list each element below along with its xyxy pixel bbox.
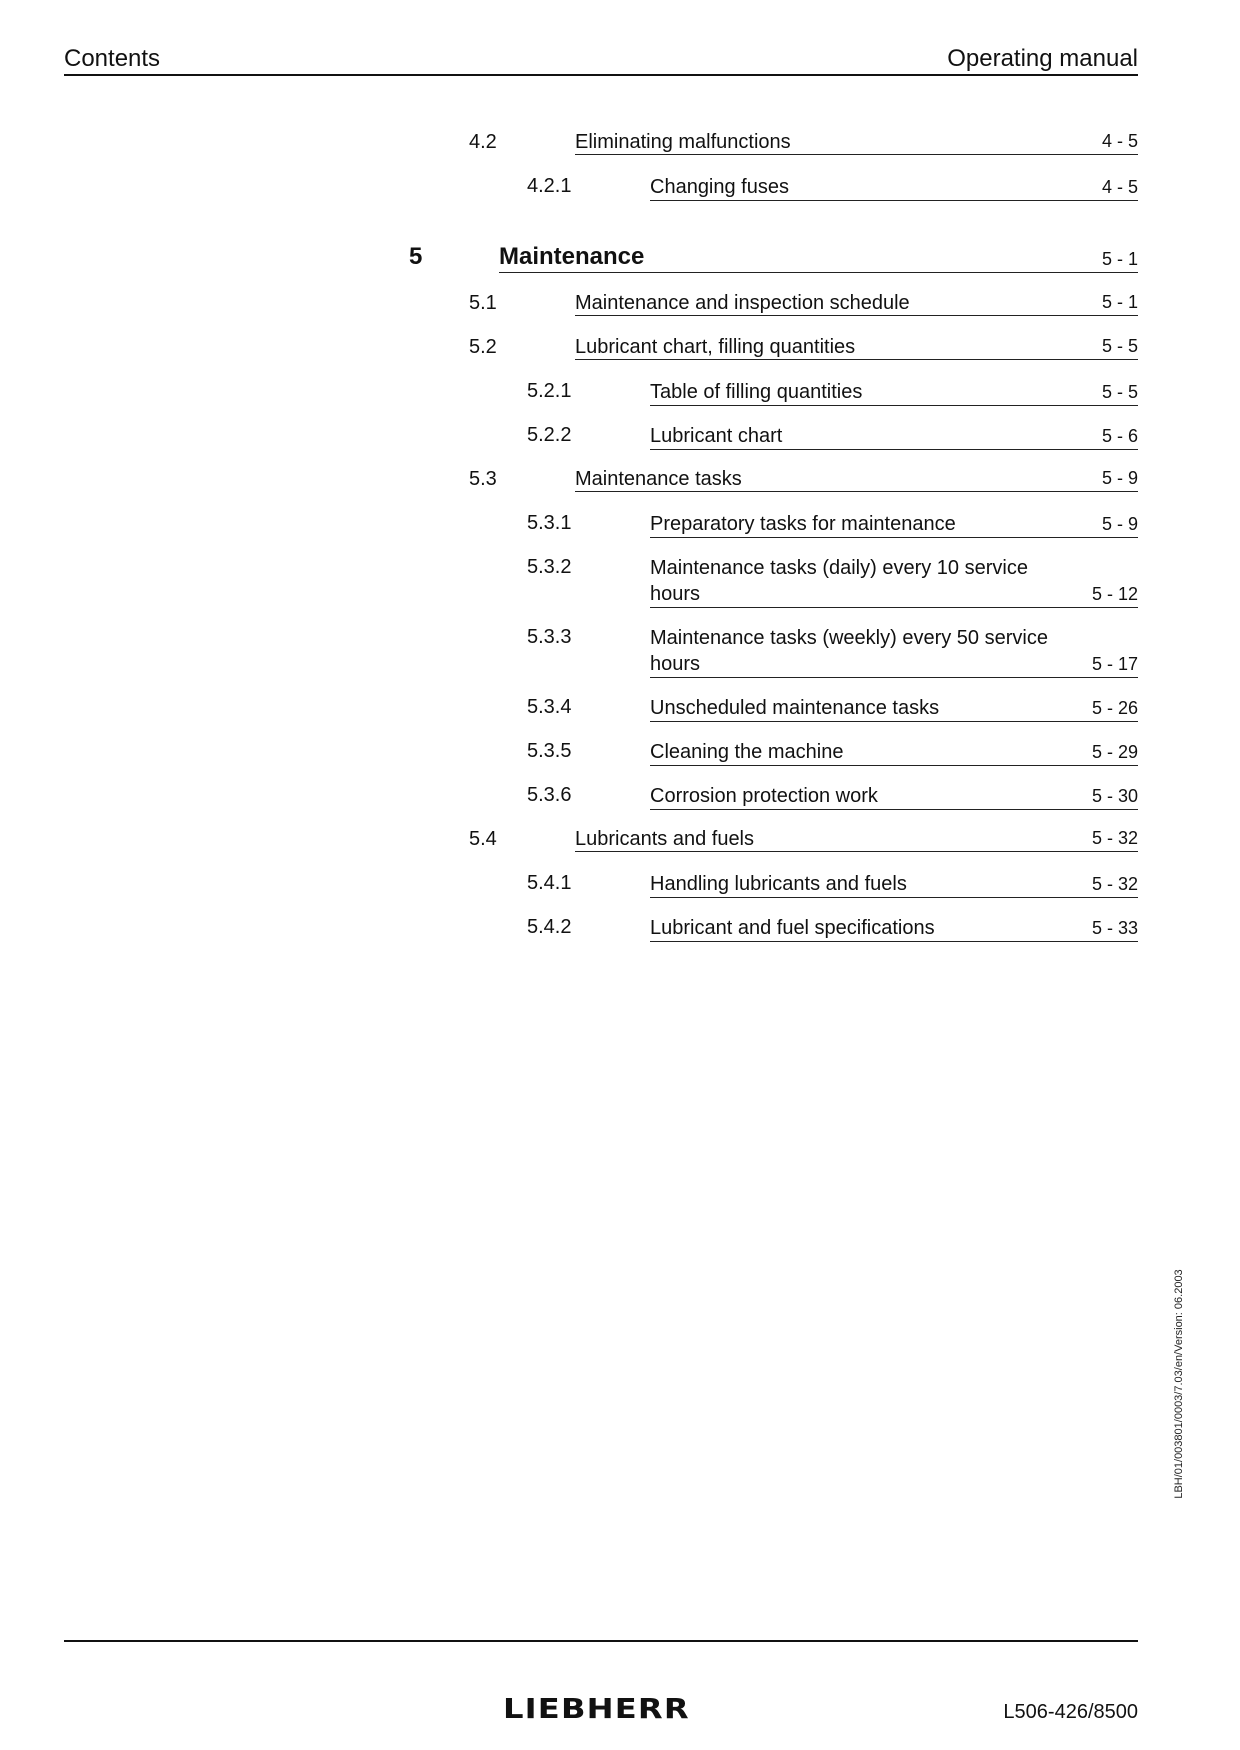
header-section-title: Contents xyxy=(64,45,161,72)
toc-entry-line xyxy=(650,379,1138,406)
toc-page-number: 5 - 30 xyxy=(1091,786,1138,806)
toc-page-number: 5 - 1 xyxy=(1101,292,1138,312)
toc-number: 5.1 xyxy=(469,292,497,314)
toc-number: 5 xyxy=(409,243,423,270)
toc-title: Preparatory tasks for maintenance xyxy=(650,513,956,535)
document-reference-text: LBH/01/003801/0003/7.03/en/Version: 06.2003 xyxy=(1173,1269,1185,1499)
toc-title: Maintenance and inspection schedule xyxy=(575,292,910,314)
toc-entry-line xyxy=(650,915,1138,942)
toc-number: 5.2 xyxy=(469,336,497,358)
header-document-title: Operating manual xyxy=(947,45,1138,72)
toc-page-number: 5 - 6 xyxy=(1101,426,1138,446)
toc-page-number: 5 - 9 xyxy=(1101,514,1138,534)
toc-page-number: 5 - 9 xyxy=(1101,468,1138,488)
toc-entry-line xyxy=(575,335,1138,360)
toc-page-number: 5 - 17 xyxy=(1091,654,1138,674)
toc-page-number: 5 - 29 xyxy=(1091,742,1138,762)
toc-title: Handling lubricants and fuels xyxy=(650,873,907,895)
toc-number: 5.3.1 xyxy=(527,512,572,534)
toc-title: Maintenance tasks xyxy=(575,468,742,490)
toc-title: Unscheduled maintenance tasks xyxy=(650,697,940,719)
toc-number: 4.2.1 xyxy=(527,175,572,197)
toc-title: Maintenance tasks (daily) every 10 service hours xyxy=(650,557,1028,605)
toc-entry-line xyxy=(650,783,1138,810)
toc-title: Lubricants and fuels xyxy=(575,828,755,850)
toc-entry-line xyxy=(650,555,1138,608)
toc-number: 5.4.1 xyxy=(527,872,572,894)
toc-title: Maintenance xyxy=(499,243,645,270)
toc-page-number: 4 - 5 xyxy=(1101,131,1138,151)
document-reference-vertical xyxy=(1172,1252,1186,1516)
liebherr-logo: LIEBHERR xyxy=(503,1692,690,1725)
toc-entry-line xyxy=(650,174,1138,201)
toc-title: Lubricant chart, filling quantities xyxy=(575,336,856,358)
toc-entry-line xyxy=(499,242,1138,273)
toc-number: 5.4 xyxy=(469,828,497,850)
toc-number: 5.2.1 xyxy=(527,380,572,402)
toc-title: Corrosion protection work xyxy=(650,785,878,807)
toc-entry-line xyxy=(650,871,1138,898)
toc-entry-line xyxy=(650,511,1138,538)
page-footer-rule xyxy=(64,1640,1138,1642)
toc-number: 5.3.3 xyxy=(527,626,572,648)
toc-number: 5.3.2 xyxy=(527,556,572,578)
toc-number: 5.3.5 xyxy=(527,740,572,762)
toc-title: Maintenance tasks (weekly) every 50 service hours xyxy=(650,627,1048,675)
toc-page-number: 5 - 33 xyxy=(1091,918,1138,938)
toc-title: Table of filling quantities xyxy=(650,381,863,403)
toc-number: 5.3.6 xyxy=(527,784,572,806)
toc-page-number: 5 - 32 xyxy=(1091,874,1138,894)
toc-entry-line xyxy=(575,291,1138,316)
toc-page-number: 5 - 1 xyxy=(1101,249,1138,269)
toc-page-number: 5 - 5 xyxy=(1101,382,1138,402)
toc-title: Changing fuses xyxy=(650,176,789,198)
toc-page-number: 5 - 32 xyxy=(1091,828,1138,848)
page-header xyxy=(64,44,1138,76)
toc-entry-line xyxy=(575,467,1138,492)
toc-number: 4.2 xyxy=(469,131,497,153)
toc-title: Eliminating malfunctions xyxy=(575,131,791,153)
toc-number: 5.3 xyxy=(469,468,497,490)
toc-number: 5.2.2 xyxy=(527,424,572,446)
toc-entry-line xyxy=(650,739,1138,766)
toc-title: Lubricant and fuel specifications xyxy=(650,917,935,939)
model-reference: L506-426/8500 xyxy=(1003,1701,1138,1723)
toc-page-number: 4 - 5 xyxy=(1101,177,1138,197)
toc-page-number: 5 - 5 xyxy=(1101,336,1138,356)
toc-number: 5.3.4 xyxy=(527,696,572,718)
toc-title: Lubricant chart xyxy=(650,425,783,447)
toc-entry-line xyxy=(575,827,1138,852)
toc-number: 5.4.2 xyxy=(527,916,572,938)
toc-entry-line xyxy=(650,625,1138,678)
toc-page-number: 5 - 26 xyxy=(1091,698,1138,718)
toc-page-number: 5 - 12 xyxy=(1091,584,1138,604)
toc-title: Cleaning the machine xyxy=(650,741,844,763)
toc-entry-line xyxy=(575,130,1138,155)
toc-entry-line xyxy=(650,695,1138,722)
toc-entry-line xyxy=(650,423,1138,450)
